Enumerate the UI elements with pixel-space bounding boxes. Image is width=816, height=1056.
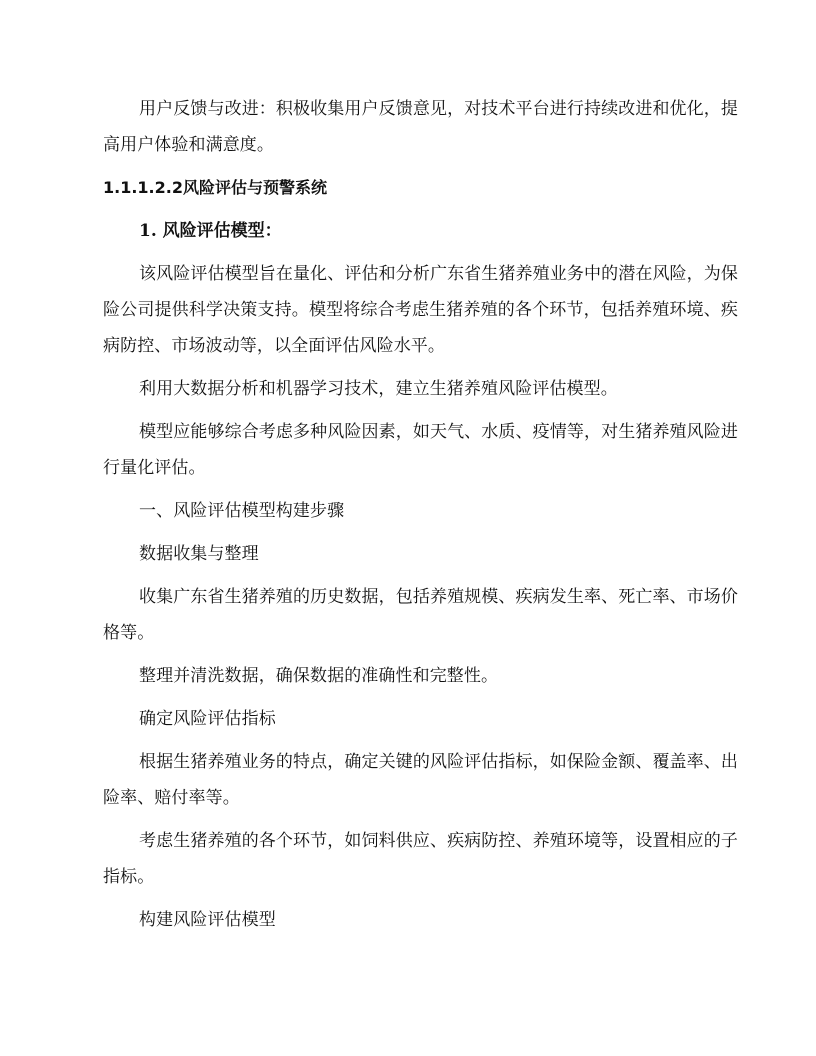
paragraph-build-steps: 一、风险评估模型构建步骤 <box>139 501 345 521</box>
spacer <box>103 651 738 658</box>
paragraph-user-feedback: 用户反馈与改进：积极收集用户反馈意见，对技术平台进行持续改进和优化，提高用户体验和满意度。 <box>103 99 738 155</box>
subheading-risk-model: 1. 风险评估模型： <box>139 221 282 241</box>
spacer <box>103 895 738 902</box>
spacer <box>103 364 738 371</box>
paragraph-bigdata-ml: 利用大数据分析和机器学习技术，建立生猪养殖风险评估模型。 <box>139 379 618 399</box>
paragraph-data-collection-title: 数据收集与整理 <box>139 544 259 564</box>
paragraph-sub-indicators: 考虑生猪养殖的各个环节，如饲料供应、疾病防控、养殖环境等，设置相应的子指标。 <box>103 831 738 887</box>
paragraph-key-indicators: 根据生猪养殖业务的特点，确定关键的风险评估指标，如保险金额、覆盖率、出险率、赔付率等。 <box>103 752 738 808</box>
spacer <box>103 529 738 536</box>
spacer <box>103 206 738 213</box>
spacer <box>103 407 738 414</box>
spacer <box>103 163 738 170</box>
spacer <box>103 816 738 823</box>
paragraph-build-model: 构建风险评估模型 <box>139 910 276 930</box>
section-heading-risk-warning-system: 1.1.1.2.2风险评估与预警系统 <box>103 178 327 197</box>
spacer <box>103 572 738 579</box>
spacer <box>103 737 738 744</box>
spacer <box>103 694 738 701</box>
paragraph-indicators-title: 确定风险评估指标 <box>139 709 276 729</box>
paragraph-model-purpose: 该风险评估模型旨在量化、评估和分析广东省生猪养殖业务中的潜在风险，为保险公司提供科学决策支持。模型将综合考虑生猪养殖的各个环节，包括养殖环境、疾病防控、市场波动等，以全面评估风险水平。 <box>103 264 738 356</box>
paragraph-multi-factor: 模型应能够综合考虑多种风险因素，如天气、水质、疫情等，对生猪养殖风险进行量化评估。 <box>103 422 738 478</box>
spacer <box>103 249 738 256</box>
paragraph-data-collection: 收集广东省生猪养殖的历史数据，包括养殖规模、疾病发生率、死亡率、市场价格等。 <box>103 587 738 643</box>
paragraph-data-cleaning: 整理并清洗数据，确保数据的准确性和完整性。 <box>139 666 499 686</box>
spacer <box>103 486 738 493</box>
